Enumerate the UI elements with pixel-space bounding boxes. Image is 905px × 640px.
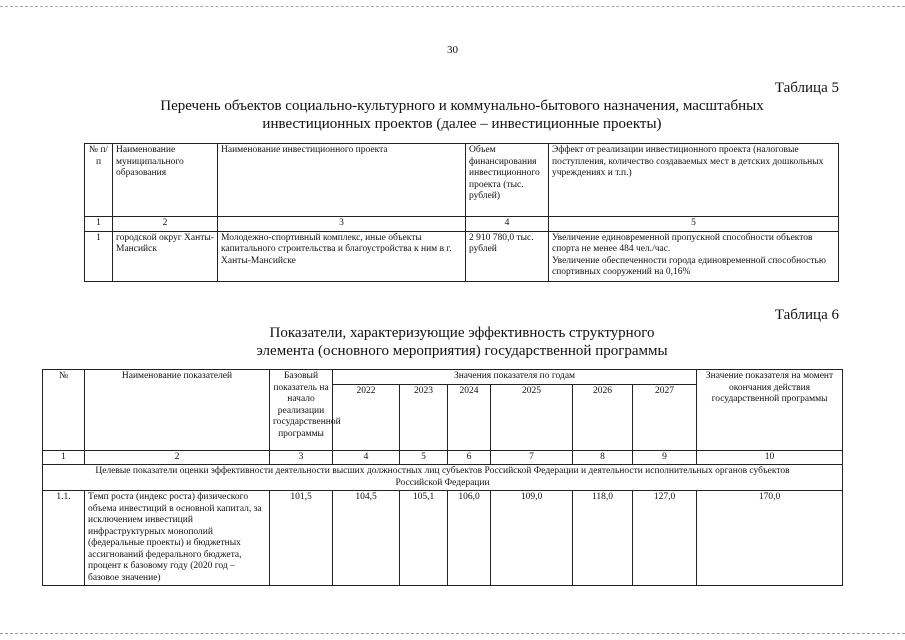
table6-year: 2023 [400,384,448,450]
page-number: 30 [447,44,458,56]
table6-colnum: 2 [85,450,270,465]
table6-title-line1: Показатели, характеризующие эффективность структурного [269,325,655,341]
table6-caption: Таблица 6 [774,307,839,323]
table6-row-value: 118,0 [573,491,633,586]
scan-top-edge [0,6,905,7]
table5-colnum: 2 [113,217,218,232]
table-row [43,491,843,586]
table5-row-num: 1 [85,231,113,281]
table5-row-volume: 2 910 780,0 тыс. рублей [466,231,549,281]
table6-colnum: 6 [448,450,491,465]
table5-row-effect [549,231,839,281]
table5-colnum: 3 [218,217,466,232]
table5-title [70,97,854,133]
table6-header-row [43,370,843,385]
table5-row-effect-line2: Увеличение обеспеченности города единовременной способностью спортивных сооружений на 0,16% [552,255,826,277]
table5-header-num: № п/п [85,144,113,217]
table5-header-municipality: Наименование муниципального образования [113,144,218,217]
table5-column-numbers [85,217,839,232]
table6-row-base: 101,5 [270,491,333,586]
table6-title-line2: элемента (основного мероприятия) государственной программы [256,343,668,359]
table5-title-line2: инвестиционных проектов (далее – инвестиционные проекты) [262,116,662,132]
table6-column-numbers [43,450,843,465]
table6-year: 2027 [633,384,697,450]
table-row [85,231,839,281]
table5 [84,143,839,282]
table5-header-row [85,144,839,217]
table6-row-num: 1.1. [43,491,85,586]
table6-year: 2025 [491,384,573,450]
table6-colnum: 10 [697,450,843,465]
table6-row-name: Темп роста (индекс роста) физического объема инвестиций в основной капитал, за исключением инвестиций инфраструктурных монополий (федеральные проекты) и бюджетных ассигнований федерального бюджета, процент к базовому году (2020 год – базовое значение) [85,491,270,586]
table6-section-row [43,465,843,491]
table6 [42,369,843,586]
table6-title [70,324,854,360]
table6-row-value: 109,0 [491,491,573,586]
table5-colnum: 4 [466,217,549,232]
table5-row-municipality: городской округ Ханты-Мансийск [113,231,218,281]
table6-header-final: Значение показателя на момент окончания действия государственной программы [697,370,843,451]
table5-header-effect: Эффект от реализации инвестиционного проекта (налоговые поступления, количество создаваемых мест в детских дошкольных учреждениях и т.п.) [549,144,839,217]
table6-colnum: 4 [333,450,400,465]
table6-header-base: Базовый показатель на начало реализации государственной программы [270,370,333,451]
table6-header-values-by-year: Значения показателя по годам [333,370,697,385]
table6-year: 2024 [448,384,491,450]
table6-colnum: 1 [43,450,85,465]
table6-colnum: 7 [491,450,573,465]
table6-year: 2026 [573,384,633,450]
table5-colnum: 5 [549,217,839,232]
table5-header-volume: Объем финансирования инвестиционного проекта (тыс. рублей) [466,144,549,217]
table5-row-effect-line1: Увеличение единовременной пропускной способности объектов спорта не менее 484 чел./час. [552,232,813,254]
table6-colnum: 8 [573,450,633,465]
table5-caption: Таблица 5 [774,80,839,96]
scan-bottom-edge [0,633,905,634]
table5-title-line1: Перечень объектов социально-культурного и коммунально-бытового назначения, масштабных [160,98,764,114]
table6-colnum: 5 [400,450,448,465]
table6-row-value: 104,5 [333,491,400,586]
table6-row-final: 170,0 [697,491,843,586]
table6-header-num: № [43,370,85,451]
table6-colnum: 3 [270,450,333,465]
table5-colnum: 1 [85,217,113,232]
table6-row-value: 106,0 [448,491,491,586]
table6-colnum: 9 [633,450,697,465]
table6-row-value: 105,1 [400,491,448,586]
table6-section-title: Целевые показатели оценки эффективности деятельности высших должностных лиц субъектов Российской Федерации и деятельности исполнительных органов субъектов Российской Федерации [43,465,843,491]
table5-header-project: Наименование инвестиционного проекта [218,144,466,217]
table6-year: 2022 [333,384,400,450]
table6-header-name: Наименование показателей [85,370,270,451]
table5-row-project: Молодежно-спортивный комплекс, иные объекты капитального строительства и благоустройства к ним в г. Ханты-Мансийске [218,231,466,281]
table6-row-value: 127,0 [633,491,697,586]
